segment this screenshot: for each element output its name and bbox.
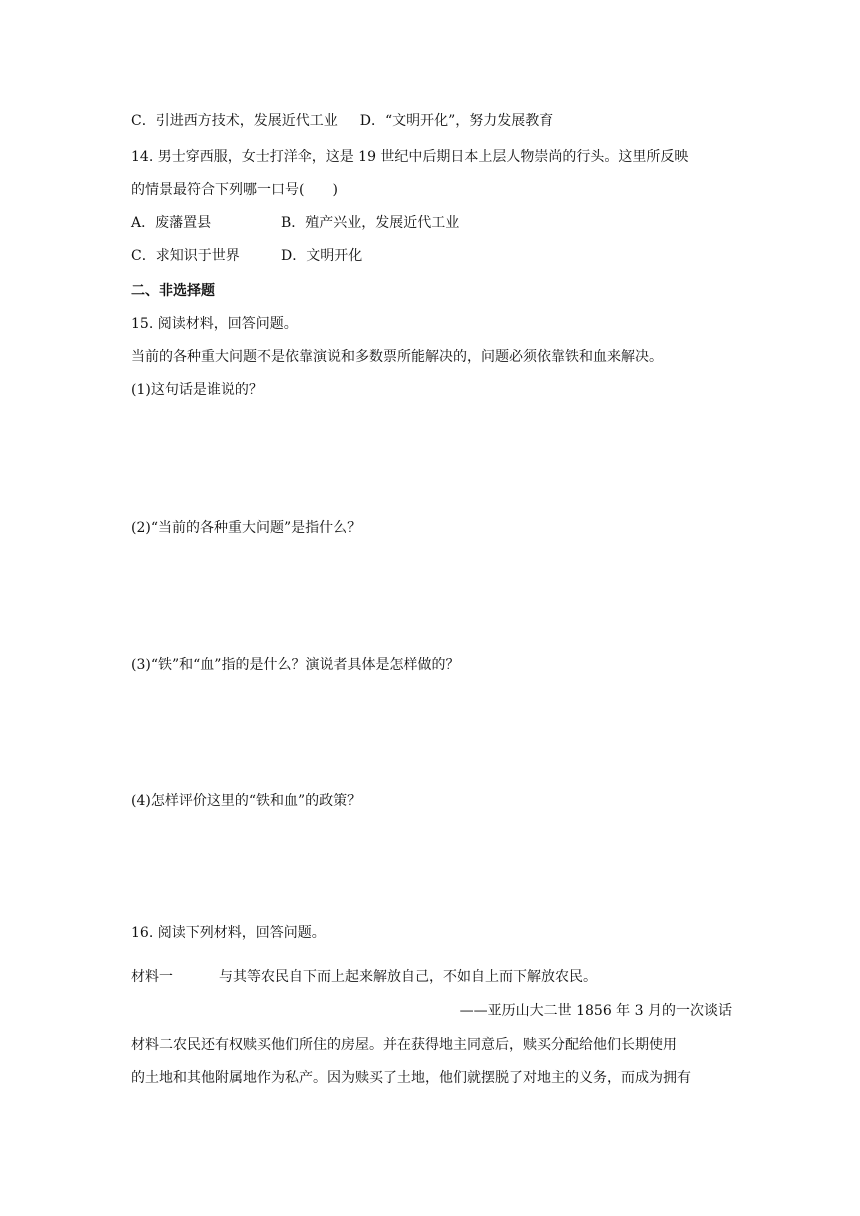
q15-sub-question-4: (4)怎样评价这里的“铁和血”的政策？: [131, 793, 362, 809]
q13-options-cd: [131, 111, 731, 131]
q16-material2-line1: [131, 1035, 731, 1055]
q15-sub-question-2: (2)“当前的各种重大问题”是指什么？: [131, 520, 362, 536]
q14-stem-line2: 的情景最符合下列哪一口号( ): [131, 182, 338, 198]
q15-sub-question-3: (3)“铁”和“血”指的是什么？演说者具体是怎样做的？: [131, 657, 460, 673]
section-title: 二、非选择题: [131, 283, 215, 299]
q14-stem-line1: 14. 男士穿西服，女士打洋伞，这是 19 世纪中后期日本上层人物崇尚的行头。这里所反映: [131, 149, 689, 165]
q14-options-cd: [131, 246, 731, 266]
q16-stem: 16. 阅读下列材料，回答问题。: [131, 925, 326, 941]
q16-material1: [131, 967, 731, 987]
q16-material1-source: ——亚历山大二世 1856 年 3 月的一次谈话: [459, 1003, 732, 1019]
q16-material1-label: 材料一: [131, 969, 173, 985]
q16-material2-label: 材料二: [131, 1037, 173, 1053]
q13-option-d: D．“文明开化”，努力发展教育: [359, 113, 554, 129]
q16-material2-text-line1: 农民还有权赎买他们所住的房屋。并在获得地主同意后，赎买分配给他们长期使用: [173, 1037, 677, 1053]
q14-option-c: C．求知识于世界: [131, 248, 240, 264]
q13-option-c: C．引进西方技术，发展近代工业: [131, 113, 338, 129]
q14-option-a: A．废藩置县: [131, 215, 212, 231]
q14-options-ab: [131, 213, 731, 233]
q14-option-d: D．文明开化: [281, 248, 363, 264]
q16-material1-text: 与其等农民自下而上起来解放自己，不如自上而下解放农民。: [219, 969, 597, 985]
q15-stem: 15. 阅读材料，回答问题。: [131, 316, 298, 332]
q15-material: 当前的各种重大问题不是依靠演说和多数票所能解决的，问题必须依靠铁和血来解决。: [131, 349, 663, 365]
q15-sub-question-1: (1)这句话是谁说的？: [131, 382, 263, 398]
q16-material2-line2: 的土地和其他附属地作为私产。因为赎买了土地，他们就摆脱了对地主的义务，而成为拥有: [131, 1070, 691, 1086]
q14-option-b: B．殖产兴业，发展近代工业: [281, 215, 460, 231]
